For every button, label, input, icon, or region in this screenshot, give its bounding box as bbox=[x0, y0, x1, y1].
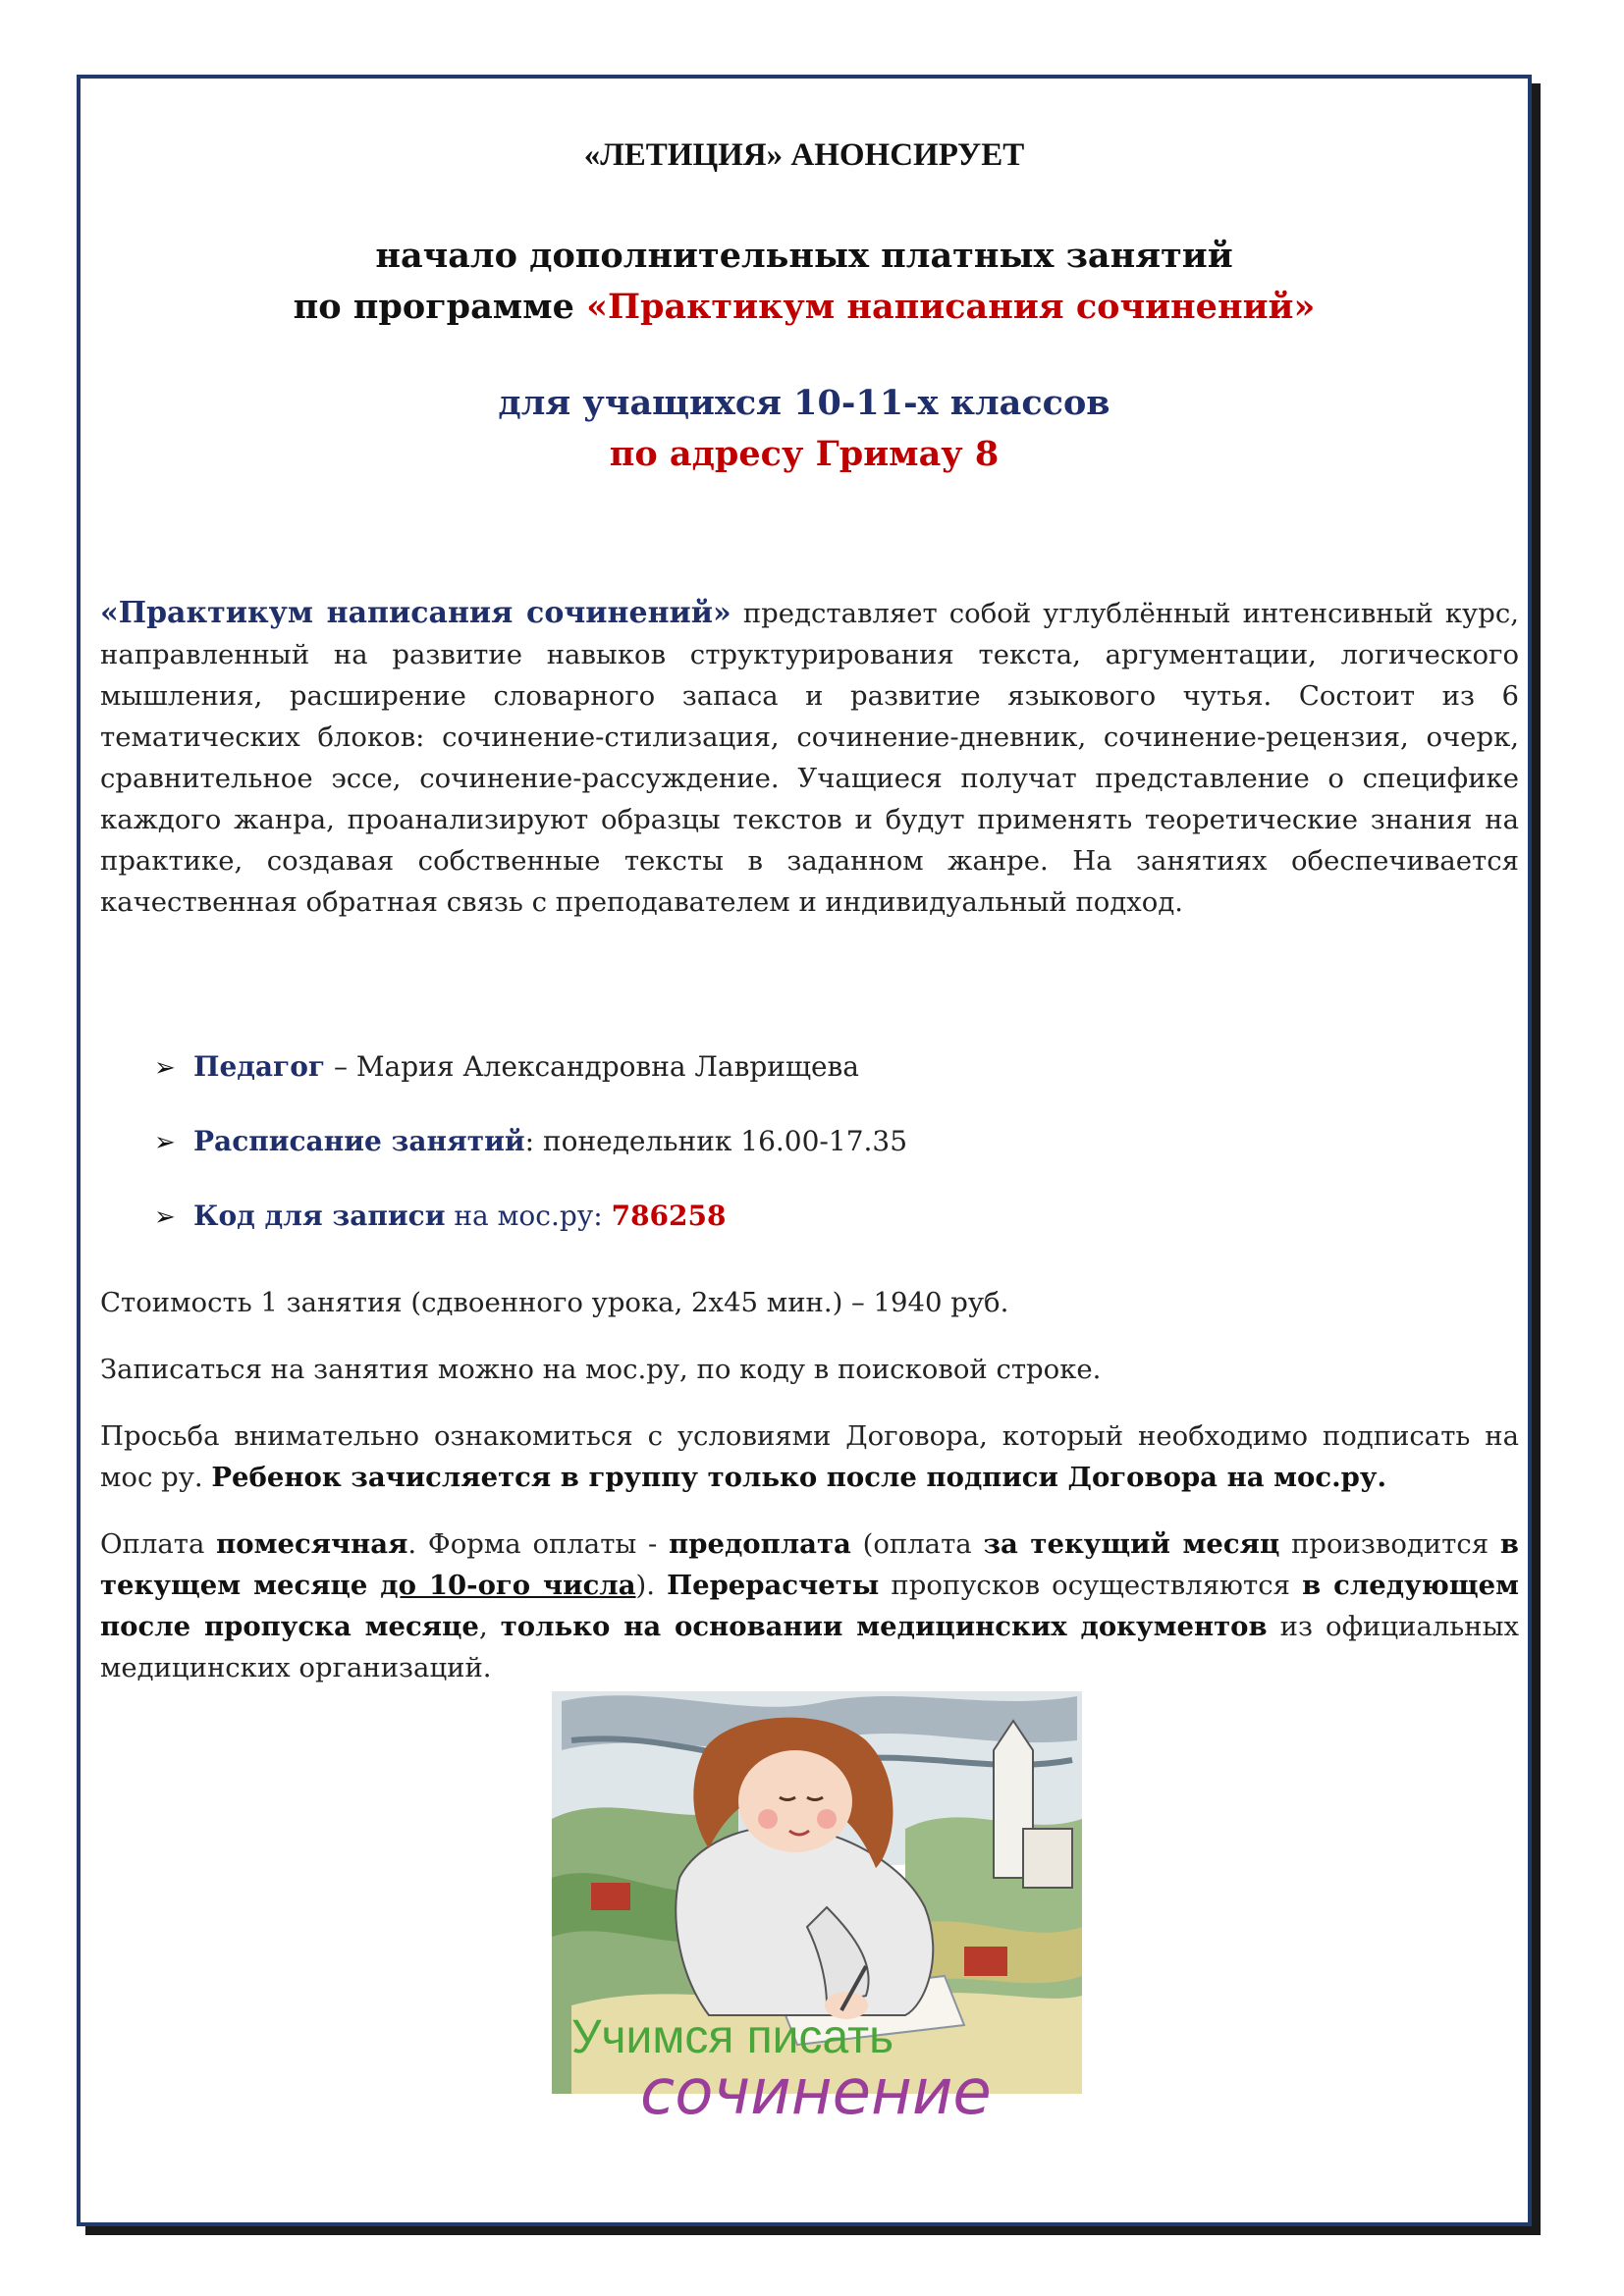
pay-part: . Форма оплаты - bbox=[407, 1528, 670, 1560]
headline-line-1: начало дополнительных платных занятий bbox=[375, 236, 1233, 276]
girl-writing-illustration bbox=[532, 1682, 1096, 2128]
code-item bbox=[154, 1200, 727, 1232]
arrow-bullet-icon: ➢ bbox=[154, 1202, 176, 1232]
code-value: 786258 bbox=[611, 1200, 727, 1232]
address-line: по адресу Гримау 8 bbox=[609, 434, 1000, 474]
payment-text bbox=[100, 1523, 1519, 1688]
pay-current-month: за текущий месяц bbox=[983, 1528, 1280, 1560]
description-text: представляет собой углублённый интенсивный курс, направленный на развитие навыков структурирования текста, аргументации, логического мышления, расширение словарного запаса и развитие языкового чутья. Состоит из 6 тематических блоков: сочинение-стилизация, сочинение-дневник, сочинение-рецензия, очерк, сравнительное эссе, сочинение-рассуждение. Учащиеся получат представление о специфике каждого жанра, проанализируют образцы текстов и будут применять теоретические знания на практике, создавая собственные тексты в заданном жанре. На занятиях обеспечивается качественная обратная связь с преподавателем и индивидуальный подход. bbox=[100, 598, 1519, 918]
book-cover-illustration bbox=[532, 1682, 1096, 2128]
code-mid: на мос.ру: bbox=[445, 1200, 612, 1232]
cost-text: Стоимость 1 занятия (сдвоенного урока, 2х45 мин.) – 1940 руб. bbox=[100, 1287, 1009, 1318]
pay-next-month: в следующем после пропуска месяце bbox=[100, 1570, 1520, 1642]
page-frame bbox=[77, 75, 1532, 2226]
code-label: Код для записи bbox=[193, 1200, 446, 1232]
contract-note: Просьба внимательно ознакомиться с условиями Договора, который необходимо подписать на мос ру. bbox=[100, 1420, 1519, 1493]
schedule-item bbox=[154, 1125, 907, 1157]
teacher-name: Мария Александровна Лаврищева bbox=[355, 1050, 859, 1083]
pay-deadline: до 10-ого числа bbox=[380, 1570, 636, 1601]
contract-text bbox=[100, 1415, 1519, 1498]
program-description bbox=[100, 593, 1519, 923]
arrow-bullet-icon: ➢ bbox=[154, 1053, 176, 1083]
pay-medical: только на основании медицинских документов bbox=[500, 1611, 1268, 1642]
headline-line-2 bbox=[81, 287, 1528, 327]
pay-part: из официальных медицинских организаций. bbox=[100, 1611, 1520, 1683]
pay-in-month: в текущем месяце bbox=[100, 1528, 1520, 1601]
pay-part: (оплата bbox=[850, 1528, 984, 1560]
illustration-caption-line1: Учимся писать bbox=[571, 2011, 894, 2063]
announce-title: «ЛЕТИЦИЯ» АНОНСИРУЕТ bbox=[583, 137, 1025, 173]
pay-part: ). bbox=[635, 1570, 668, 1601]
pay-recalc: Перерасчеты bbox=[667, 1570, 880, 1601]
pay-part: производится bbox=[1279, 1528, 1500, 1560]
pay-part: пропусков осуществляются bbox=[879, 1570, 1303, 1601]
pay-monthly: помесячная bbox=[216, 1528, 408, 1560]
pay-part: , bbox=[478, 1611, 501, 1642]
arrow-bullet-icon: ➢ bbox=[154, 1128, 176, 1157]
teacher-label: Педагог bbox=[193, 1050, 326, 1083]
pay-prepay: предоплата bbox=[669, 1528, 851, 1560]
contract-bold: Ребенок зачисляется в группу только после подписи Договора на мос.ру. bbox=[211, 1462, 1387, 1493]
schedule-value: : понедельник 16.00-17.35 bbox=[524, 1125, 908, 1157]
headline-prefix: по программе bbox=[293, 287, 587, 327]
pay-part: Оплата bbox=[100, 1528, 217, 1560]
audience-line: для учащихся 10-11-х классов bbox=[498, 383, 1110, 423]
program-name: «Практикум написания сочинений» bbox=[586, 287, 1316, 327]
teacher-item bbox=[154, 1050, 859, 1083]
signup-text: Записаться на занятия можно на мос.ру, по коду в поисковой строке. bbox=[100, 1354, 1102, 1385]
schedule-label: Расписание занятий bbox=[193, 1125, 525, 1157]
description-lead: «Практикум написания сочинений» bbox=[100, 596, 731, 630]
teacher-sep: – bbox=[325, 1050, 356, 1083]
illustration-caption-line2: сочинение bbox=[640, 2056, 992, 2128]
